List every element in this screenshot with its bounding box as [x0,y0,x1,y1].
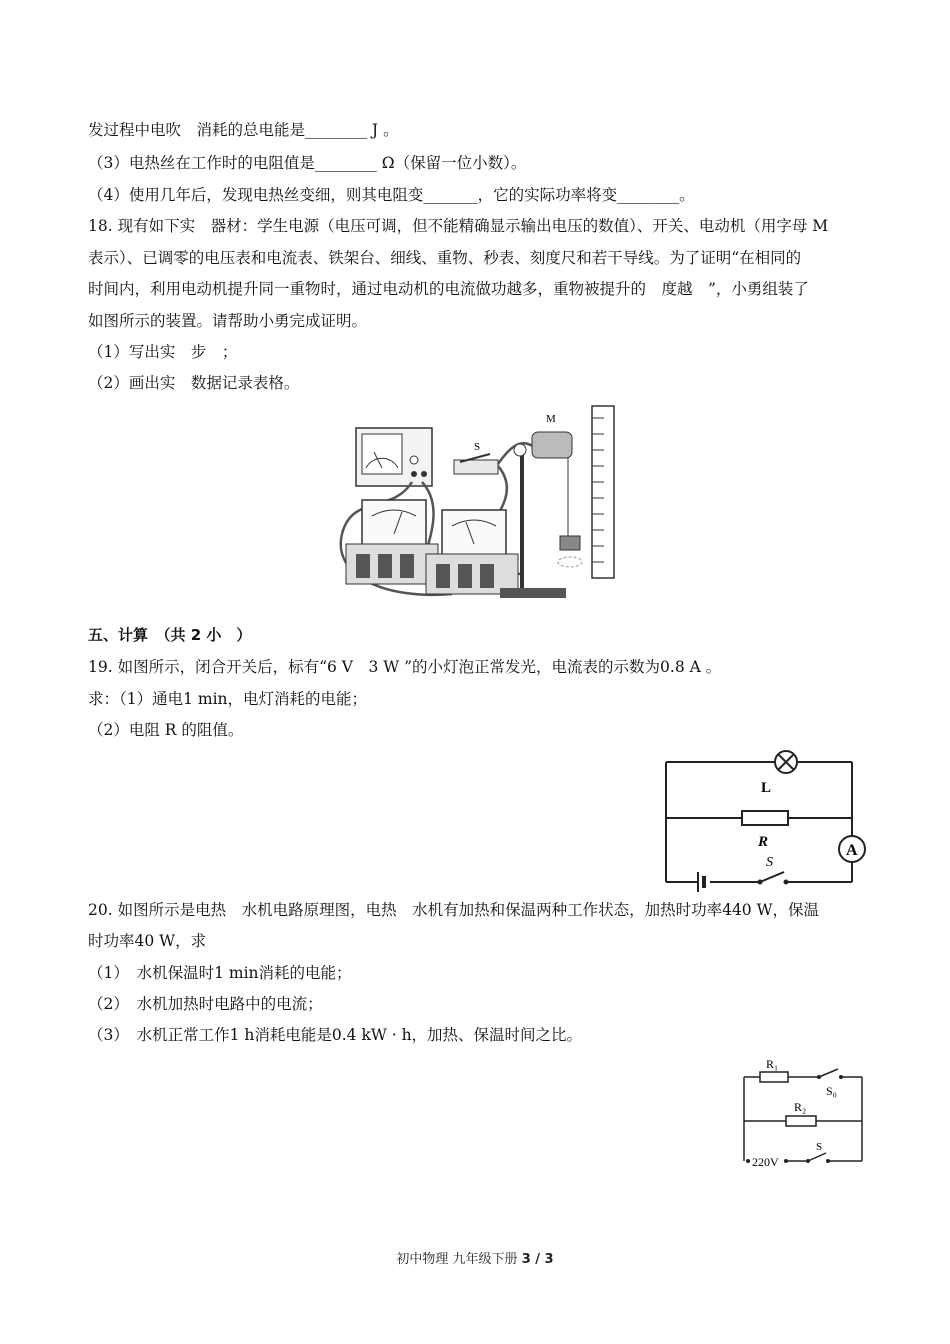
circuit-figure-19 [664,748,868,896]
text-line: 时功率40 W，求 [88,932,207,950]
section-heading: 五、计算 （共 2 小 ） [88,626,252,644]
resistor-label: R [758,834,769,850]
circuit-figure-20 [738,1055,870,1173]
text-line: （1）写出实 步 ； [88,343,238,361]
text-line: 如图所示的装置。请帮助小勇完成证明。 [88,312,368,330]
text-line: 求：（1）通电1 min，电灯消耗的电能； [88,690,368,708]
text-line: （1） 水机保温时1 min消耗的电能； [88,964,352,982]
page-footer [0,1248,950,1267]
r2-label: R₂ [794,1100,807,1114]
motor-label: M [546,413,556,425]
text-line: 发过程中电吹 消耗的总电能是________ J 。 [88,121,399,139]
text-line: 表示）、已调零的电压表和电流表、铁架台、细线、重物、秒表、刻度尺和若干导线。为了证明“在相同的 [88,249,802,267]
ammeter-label: A [846,842,858,859]
switch-label: S [766,855,773,870]
text-line: （3） 水机正常工作1 h消耗电能是0.4 kW · h，加热、保温时间之比。 [88,1026,583,1044]
r1-label: R₁ [766,1057,779,1071]
lamp-label: L [761,780,772,796]
question-18: 18. 现有如下实 器材：学生电源（电压可调，但不能精确显示输出电压的数值）、开关、电动机（用字母 M [88,217,829,235]
text-line: （2） 水机加热时电路中的电流； [88,995,323,1013]
page-number: 3 / 3 [521,1252,554,1267]
footer-text: 初中物理 九年级下册 [396,1252,522,1267]
voltage-label: 220V [752,1155,779,1169]
text-line: 时间内，利用电动机提升同一重物时，通过电动机的电流做功越多，重物被提升的 度越 ”，小勇组装了 [88,280,809,298]
s0-label: S₀ [826,1084,837,1098]
text-line: （2）电阻 R 的阻值。 [88,721,244,739]
question-19: 19. 如图所示，闭合开关后，标有“6 V 3 W ”的小灯泡正常发光，电流表的示数为0.8 A 。 [88,658,722,676]
text-line: （4）使用几年后，发现电热丝变细，则其电阻变_______，它的实际功率将变________。 [88,186,695,204]
switch-label: S [816,1141,823,1153]
text-line: （2）画出实 数据记录表格。 [88,374,300,392]
switch-label: S [474,441,481,453]
text-line: （3）电热丝在工作时的电阻值是________ Ω（保留一位小数）。 [88,154,527,172]
apparatus-figure [322,404,630,610]
question-20: 20. 如图所示是电热 水机电路原理图，电热 水机有加热和保温两种工作状态，加热时功率440 W，保温 [88,901,820,919]
